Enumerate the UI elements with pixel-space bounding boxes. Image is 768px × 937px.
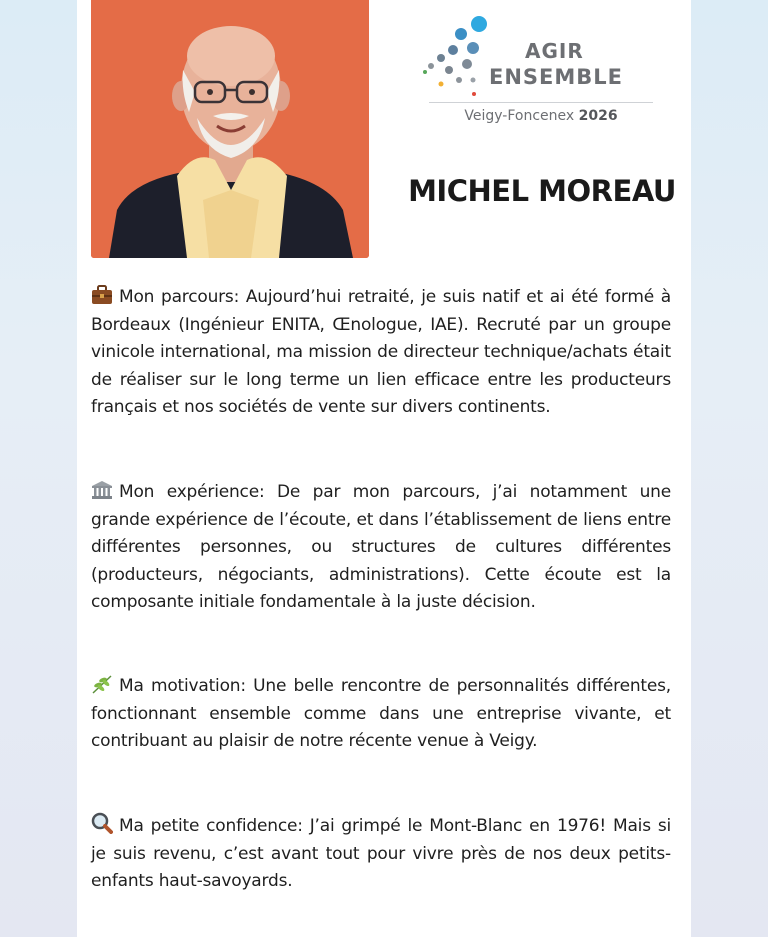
magnifying-glass-icon — [91, 812, 113, 834]
logo-wordmark — [489, 38, 669, 90]
logo-subtitle-year: 2026 — [578, 108, 618, 124]
logo-line-agir: AGIR — [525, 39, 584, 63]
logo-subtitle-place: Veigy-Foncenex — [464, 108, 575, 124]
section-text: Mon expérience: De par mon parcours, j’ai notamment une grande expérience de l’écoute, et dans l’établissement de liens entre différentes personnes, ou structures de cultures différentes (producteurs, négociants, administrations). Cette écoute est la composante initiale fondamentale à la juste décision. — [91, 482, 671, 613]
section-text: Mon parcours: Aujourd’hui retraité, je suis natif et ai été formé à Bordeaux (Ingénieur ENITA, Œnologue, IAE). Recruté par un groupe vinicole international, ma mission de directeur technique/achats était de réaliser sur le long terme un lien efficace entre les producteurs français et nos sociétés de vente sur divers continents. — [91, 287, 671, 418]
candidate-name: MICHEL MOREAU — [408, 174, 676, 208]
section-text: Ma motivation: Une belle rencontre de personnalités différentes, fonctionnant ensemble comme dans une entreprise vivante, et contribuant au plaisir de notre récente venue à Veigy. — [91, 676, 671, 752]
classical-building-icon — [91, 480, 113, 500]
profile-card — [77, 0, 691, 937]
logo-subtitle — [429, 108, 653, 124]
logo-divider — [429, 102, 653, 103]
section-experience — [91, 479, 671, 617]
portrait-photo — [91, 0, 369, 258]
section-confidence — [91, 812, 671, 896]
herb-icon — [91, 674, 113, 694]
section-text: Ma petite confidence: J’ai grimpé le Mont-Blanc en 1976! Mais si je suis revenu, c’est avant tout pour vivre près de nos deux petits-enfants haut-savoyards. — [91, 816, 671, 892]
briefcase-icon — [91, 285, 113, 305]
section-motivation — [91, 673, 671, 756]
section-parcours — [91, 284, 671, 422]
logo-line-ensemble: ENSEMBLE — [489, 65, 624, 89]
